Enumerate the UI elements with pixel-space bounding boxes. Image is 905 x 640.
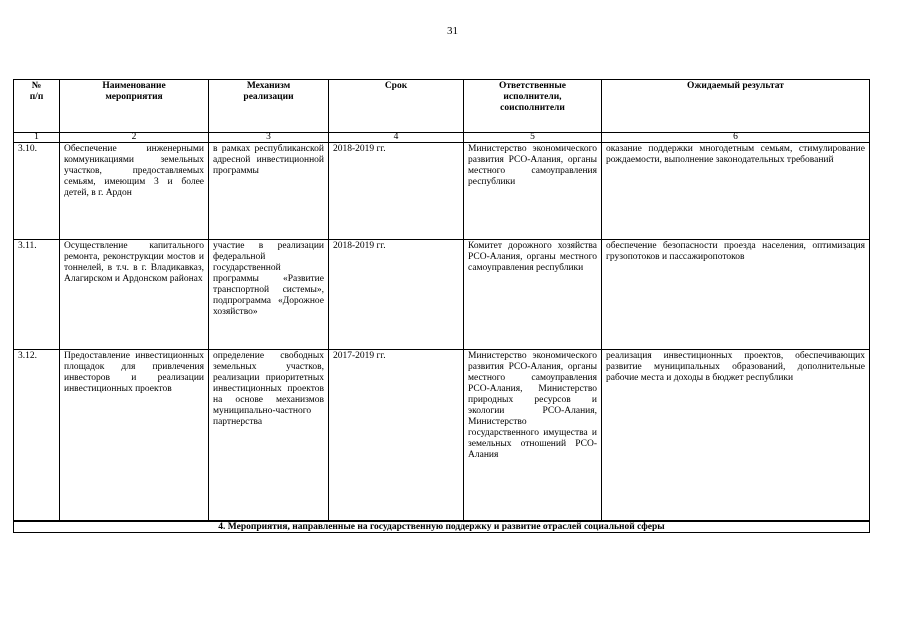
section-heading-row [14,521,870,533]
header-mechanism: Механизм реализации [209,80,329,133]
row-number: 3.10. [14,143,60,240]
row-mechanism: участие в реализации федеральной государственной программы «Развитие транспортной системы», подпрограмма «Дорожное хозяйство» [209,240,329,350]
table-row [14,240,870,350]
page-number: 31 [447,25,458,37]
header-term: Срок [329,80,464,133]
row-term: 2018-2019 гг. [329,240,464,350]
header-result: Ожидаемый результат [602,80,870,133]
measures-table [13,79,870,533]
row-number: 3.11. [14,240,60,350]
section-heading: 4. Мероприятия, направленные на государственную поддержку и развитие отраслей социальной сферы [14,521,870,533]
row-result: оказание поддержки многодетным семьям, стимулирование рождаемости, выполнение законодательных требований [602,143,870,240]
column-number: 1 [14,133,60,143]
row-result: реализация инвестиционных проектов, обеспечивающих развитие муниципальных образований, дополнительные рабочие места и доходы в бюджет республики [602,350,870,522]
row-responsible: Министерство экономического развития РСО-Алания, органы местного самоуправления РСО-Алания, Министерство природных ресурсов и экологии РСО-Алания, Министерство государственного имущества и земельных отношений РСО-Алания [464,350,602,522]
row-mechanism: в рамках республиканской адресной инвестиционной программы [209,143,329,240]
row-term: 2018-2019 гг. [329,143,464,240]
row-term: 2017-2019 гг. [329,350,464,522]
row-responsible: Комитет дорожного хозяйства РСО-Алания, органы местного самоуправления республики [464,240,602,350]
header-num: № п/п [14,80,60,133]
header-name: Наименование мероприятия [60,80,209,133]
header-responsible: Ответственные исполнители, соисполнители [464,80,602,133]
column-number: 2 [60,133,209,143]
row-mechanism: определение свободных земельных участков, реализации приоритетных инвестиционных проектов на основе механизмов муниципально-частного партнерства [209,350,329,522]
column-number: 3 [209,133,329,143]
column-number-row [14,133,870,143]
row-number: 3.12. [14,350,60,522]
row-name: Предоставление инвестиционных площадок для привлечения инвесторов и реализации инвестиционных проектов [60,350,209,522]
column-number: 5 [464,133,602,143]
row-responsible: Министерство экономического развития РСО-Алания, органы местного самоуправления республики [464,143,602,240]
column-number: 6 [602,133,870,143]
table-header-row [14,80,870,133]
table-row [14,350,870,522]
table-row [14,143,870,240]
row-result: обеспечение безопасности проезда населения, оптимизация грузопотоков и пассажиропотоков [602,240,870,350]
column-number: 4 [329,133,464,143]
row-name: Обеспечение инженерными коммуникациями земельных участков, предоставляемых семьям, имеющим 3 и более детей, в г. Ардон [60,143,209,240]
row-name: Осуществление капитального ремонта, реконструкции мостов и тоннелей, в т.ч. в г. Владикавказ, Алагирском и Ардонском районах [60,240,209,350]
